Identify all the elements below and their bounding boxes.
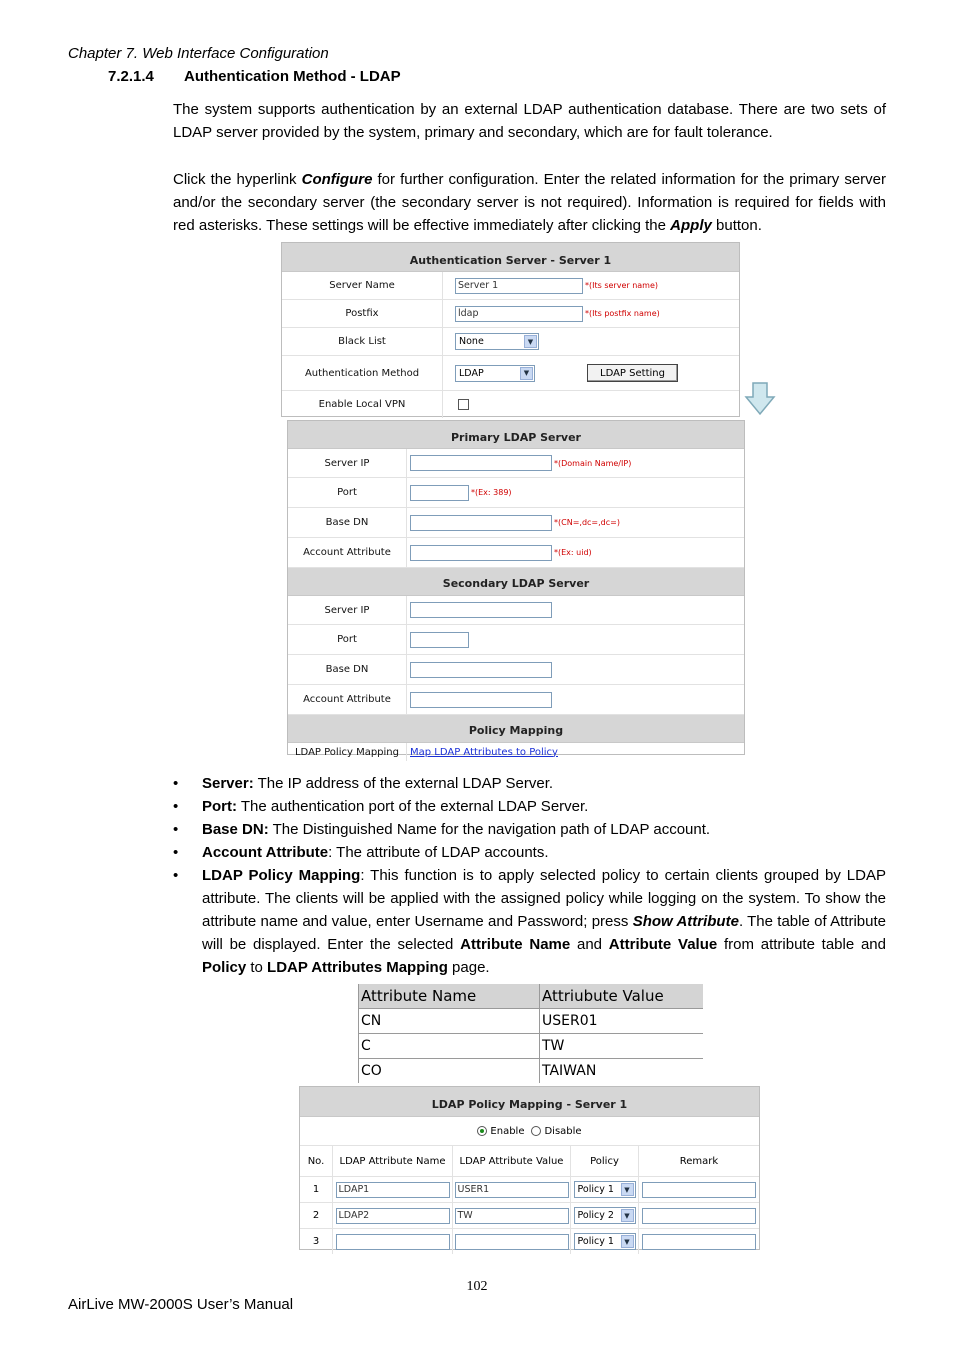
- postfix-row: [282, 300, 739, 328]
- enable-radio[interactable]: [477, 1126, 487, 1136]
- primary-server-ip-row: [288, 449, 744, 478]
- blacklist-row: [282, 328, 739, 356]
- secondary-port-row: [288, 625, 744, 655]
- table-row: [300, 1177, 759, 1203]
- account-attr-hint: *(Ex: uid): [554, 548, 592, 557]
- table-row: [358, 1034, 703, 1059]
- attr-name-input[interactable]: LDAP2: [336, 1208, 450, 1224]
- attribute-table-header: [358, 984, 703, 1009]
- disable-label: Disable: [544, 1125, 582, 1137]
- section-number: 7.2.1.4: [108, 68, 154, 85]
- secondary-port-input[interactable]: [410, 632, 469, 648]
- configure-term: Configure: [301, 171, 373, 188]
- attribute-value-cell: TAIWAN: [539, 1059, 703, 1083]
- secondary-base-dn-label: Base DN: [288, 655, 407, 684]
- postfix-input[interactable]: ldap: [455, 306, 583, 322]
- bullet-ldap-policy-mapping: • LDAP Policy Mapping: This function is to apply selected policy to certain clients grouped by LDAP attribute. The clients will be applied with the assigned policy while logging on the system. To show the attribute name and value, enter Username and Password; press Show Attribute. The table of Attribute will be displayed. Enter the selected Attribute Name and Attribute Value from attribute table and Policy to LDAP Attributes Mapping page.: [173, 867, 886, 976]
- attr-value-input[interactable]: USER1: [455, 1182, 569, 1198]
- primary-account-attr-label: Account Attribute: [288, 538, 407, 567]
- enable-label: Enable: [490, 1125, 525, 1137]
- secondary-account-attr-row: [288, 685, 744, 715]
- mapping-title: LDAP Policy Mapping - Server 1: [300, 1087, 759, 1117]
- primary-base-dn-input[interactable]: [410, 515, 552, 531]
- bullet-port: • Port: The authentication port of the external LDAP Server.: [173, 798, 589, 815]
- blacklist-label: Black List: [282, 328, 443, 355]
- bullet-server: • Server: The IP address of the external LDAP Server.: [173, 775, 554, 792]
- row-number: 1: [300, 1177, 333, 1202]
- mapping-header-row: [300, 1146, 759, 1177]
- configure-paragraph: Click the hyperlink Configure for further configuration. Enter the related information for the primary server and/or the secondary server (the secondary server is not required). Information is required for fields with red asterisks. These settings will be effective immediately after clicking the Apply button.: [173, 171, 886, 234]
- local-vpn-checkbox[interactable]: [458, 399, 469, 410]
- postfix-label: Postfix: [282, 300, 443, 327]
- secondary-base-dn-row: [288, 655, 744, 685]
- policy-mapping-title: Policy Mapping: [288, 715, 744, 743]
- secondary-ldap-title: Secondary LDAP Server: [288, 568, 744, 596]
- table-row: [300, 1203, 759, 1229]
- auth-panel-title: Authentication Server - Server 1: [282, 243, 739, 272]
- server-name-input[interactable]: Server 1: [455, 278, 583, 294]
- bullet-list: [173, 772, 886, 979]
- attr-value-header: LDAP Attribute Value: [453, 1146, 571, 1176]
- primary-server-ip-label: Server IP: [288, 449, 407, 477]
- local-vpn-row: [282, 391, 739, 418]
- chevron-down-icon: ▼: [524, 335, 537, 348]
- secondary-account-attr-input[interactable]: [410, 692, 552, 708]
- remark-input[interactable]: [642, 1234, 756, 1250]
- attribute-name-cell: C: [358, 1034, 539, 1058]
- page-number: 102: [466, 1279, 488, 1294]
- attribute-value-cell: TW: [539, 1034, 703, 1058]
- primary-server-ip-input[interactable]: [410, 455, 552, 471]
- attr-value-input[interactable]: TW: [455, 1208, 569, 1224]
- apply-term: Apply: [670, 217, 712, 234]
- secondary-server-ip-label: Server IP: [288, 596, 407, 624]
- policy-select[interactable]: Policy 1 ▼: [574, 1181, 636, 1198]
- auth-method-select[interactable]: LDAP ▼: [455, 365, 535, 382]
- row-number: 3: [300, 1229, 333, 1254]
- secondary-base-dn-input[interactable]: [410, 662, 552, 678]
- policy-header: Policy: [571, 1146, 639, 1176]
- row-number: 2: [300, 1203, 333, 1228]
- auth-method-row: [282, 356, 739, 391]
- server-name-hint: *(Its server name): [585, 281, 659, 290]
- local-vpn-label: Enable Local VPN: [282, 391, 443, 418]
- table-row: [300, 1229, 759, 1254]
- attribute-name-header: Attribute Name: [358, 984, 539, 1008]
- section-title: Authentication Method - LDAP: [184, 68, 401, 85]
- attribute-name-cell: CO: [358, 1059, 539, 1083]
- enable-disable-row: [300, 1117, 759, 1146]
- chevron-down-icon: ▼: [621, 1235, 634, 1248]
- secondary-server-ip-input[interactable]: [410, 602, 552, 618]
- chevron-down-icon: ▼: [520, 367, 533, 380]
- primary-port-input[interactable]: [410, 485, 469, 501]
- ldap-setting-button[interactable]: LDAP Setting: [587, 364, 678, 382]
- attribute-name-cell: CN: [358, 1009, 539, 1033]
- policy-select[interactable]: Policy 1 ▼: [574, 1233, 636, 1250]
- primary-base-dn-label: Base DN: [288, 508, 407, 537]
- attr-name-header: LDAP Attribute Name: [333, 1146, 453, 1176]
- chevron-down-icon: ▼: [621, 1209, 634, 1222]
- no-header: No.: [300, 1146, 333, 1176]
- attr-name-input[interactable]: [336, 1234, 450, 1250]
- attribute-value-cell: USER01: [539, 1009, 703, 1033]
- server-name-label: Server Name: [282, 272, 443, 299]
- ldap-policy-mapping-panel: [299, 1086, 760, 1250]
- primary-account-attr-row: [288, 538, 744, 568]
- base-dn-hint: *(CN=,dc=,dc=): [554, 518, 620, 527]
- disable-radio[interactable]: [531, 1126, 541, 1136]
- intro-paragraph: The system supports authentication by an external LDAP authentication database. There are two sets of LDAP server provided by the system, primary and secondary, which are for fault tolerance.: [173, 101, 886, 141]
- chapter-header: Chapter 7. Web Interface Configuration: [68, 45, 329, 62]
- policy-mapping-row: [288, 743, 744, 761]
- table-row: [358, 1009, 703, 1034]
- primary-base-dn-row: [288, 508, 744, 538]
- remark-input[interactable]: [642, 1182, 756, 1198]
- attribute-table: [358, 984, 703, 1083]
- secondary-port-label: Port: [288, 625, 407, 654]
- remark-input[interactable]: [642, 1208, 756, 1224]
- server-name-row: [282, 272, 739, 300]
- primary-account-attr-input[interactable]: [410, 545, 552, 561]
- postfix-hint: *(Its postfix name): [585, 309, 660, 318]
- policy-select[interactable]: Policy 2 ▼: [574, 1207, 636, 1224]
- secondary-account-attr-label: Account Attribute: [288, 685, 407, 714]
- server-ip-hint: *(Domain Name/IP): [554, 458, 632, 468]
- ldap-server-panel: [287, 420, 745, 758]
- blacklist-select[interactable]: None ▼: [455, 333, 539, 350]
- attr-name-input[interactable]: LDAP1: [336, 1182, 450, 1198]
- auth-server-panel: [281, 242, 740, 417]
- secondary-server-ip-row: [288, 596, 744, 625]
- table-row: [358, 1059, 703, 1083]
- attr-value-input[interactable]: [455, 1234, 569, 1250]
- auth-method-label: Authentication Method: [282, 356, 443, 390]
- remark-header: Remark: [679, 1155, 719, 1167]
- policy-mapping-label: LDAP Policy Mapping: [288, 743, 407, 761]
- footer-manual-title: AirLive MW-2000S User’s Manual: [68, 1296, 294, 1313]
- chevron-down-icon: ▼: [621, 1183, 634, 1196]
- bullet-account-attribute: • Account Attribute: The attribute of LDAP accounts.: [173, 844, 549, 861]
- bullet-base-dn: • Base DN: The Distinguished Name for the navigation path of LDAP account.: [173, 821, 711, 838]
- attribute-value-header: Attriubute Value: [539, 984, 703, 1008]
- primary-port-label: Port: [288, 478, 407, 507]
- down-arrow-icon: [744, 382, 776, 416]
- primary-port-row: [288, 478, 744, 508]
- map-attributes-link[interactable]: Map LDAP Attributes to Policy: [410, 746, 558, 758]
- port-hint: *(Ex: 389): [471, 488, 512, 497]
- primary-ldap-title: Primary LDAP Server: [288, 421, 744, 449]
